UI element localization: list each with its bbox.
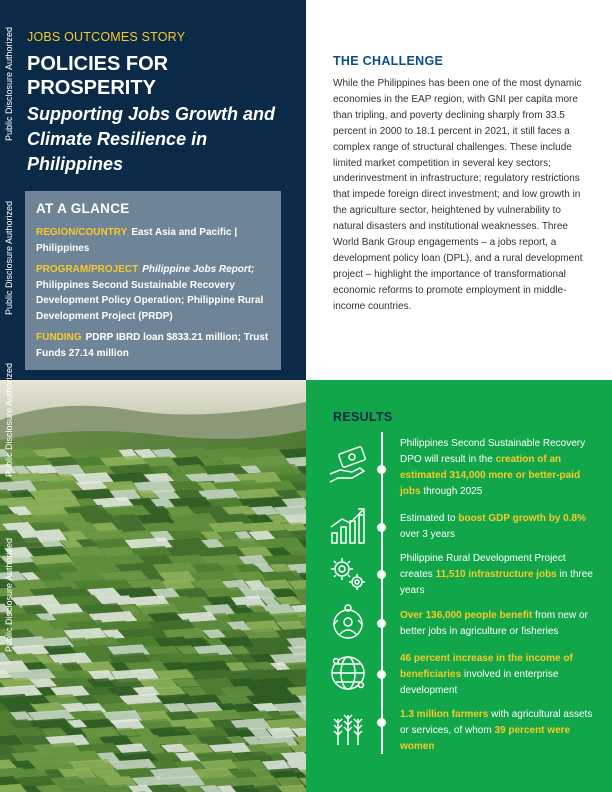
timeline-dot [377, 465, 386, 474]
glance-region [36, 225, 271, 256]
money-hand-icon [326, 444, 370, 488]
glance-heading: AT A GLANCE [36, 201, 130, 216]
result-text: Philippine Rural Development Project creates 11,510 infrastructure jobs in three years [400, 553, 593, 596]
aerial-farmland-photo [0, 380, 306, 792]
program-value: Philippines Second Sustainable Recovery Development Policy Operation; Philippine Rural Development Project (PRDP) [36, 279, 264, 322]
program-label: PROGRAM/PROJECT [36, 264, 139, 275]
result-text: 46 percent increase in the income of beneficiaries involved in enterprise development [400, 653, 573, 696]
challenge-section [333, 54, 583, 315]
header-panel [0, 0, 306, 380]
timeline-dot [377, 718, 386, 727]
result-text: Philippines Second Sustainable Recovery DPO will result in the creation of an estimated 314,000 more or better-paid jobs through 2025 [400, 438, 586, 497]
region-label: REGION/COUNTRY [36, 227, 128, 238]
results-timeline [381, 432, 383, 754]
disclosure-watermark: Public Disclosure Authorized [4, 200, 14, 316]
glance-funding [36, 330, 271, 361]
challenge-heading: THE CHALLENGE [333, 54, 444, 68]
page-title: POLICIES FOR PROSPERITY [27, 53, 169, 99]
timeline-dot [377, 523, 386, 532]
gears-icon [326, 551, 370, 595]
glance-program [36, 262, 271, 324]
bar-chart-growth-icon [326, 505, 370, 549]
funding-value: PDRP IBRD loan $833.21 million; Trust Funds 27.14 million [36, 332, 269, 359]
page-subtitle: Supporting Jobs Growth and Climate Resilience in Philippines [27, 104, 275, 174]
kicker: JOBS OUTCOMES STORY [27, 30, 186, 44]
timeline-dot [377, 570, 386, 579]
people-benefit-icon [326, 602, 370, 646]
program-italic: Philippine Jobs Report; [142, 264, 255, 275]
results-section [306, 380, 612, 792]
results-heading: RESULTS [333, 410, 393, 424]
challenge-body: While the Philippines has been one of the most dynamic economies in the EAP region, with GNI per capita more than tripling, and poverty declining sharply from 33.5 percent in 2000 to 18.1 percent in 2021, it still faces a complex range of structural challenges. These include limited market competition in several key sectors; underinvestment in infrastructure; regulatory restrictions that impede foreign direct investment; and low growth in the agriculture sector, heightened by vulnerability to natural disasters and institutional weaknesses. Three World Bank Group engagements – a jobs report, a development policy loan (DPL), and a rural development project – highlight the importance of transformational economic reforms to promote employment in middle-income countries. [333, 78, 583, 312]
result-text: 1.3 million farmers with agricultural assets or services, of whom 39 percent were women [400, 709, 593, 752]
result-text: Estimated to boost GDP growth by 0.8% over 3 years [400, 513, 586, 540]
at-a-glance-box [25, 191, 281, 370]
disclosure-watermark: Public Disclosure Authorized [4, 537, 14, 653]
timeline-dot [377, 670, 386, 679]
wheat-icon [326, 705, 370, 749]
region-value: East Asia and Pacific | Philippines [36, 227, 238, 254]
result-text: Over 136,000 people benefit from new or better jobs in agriculture or fisheries [400, 610, 588, 637]
disclosure-watermark: Public Disclosure Authorized [4, 26, 14, 142]
funding-label: FUNDING [36, 332, 82, 343]
globe-network-icon [326, 651, 370, 695]
disclosure-watermark: Public Disclosure Authorized [4, 362, 14, 478]
timeline-dot [377, 619, 386, 628]
